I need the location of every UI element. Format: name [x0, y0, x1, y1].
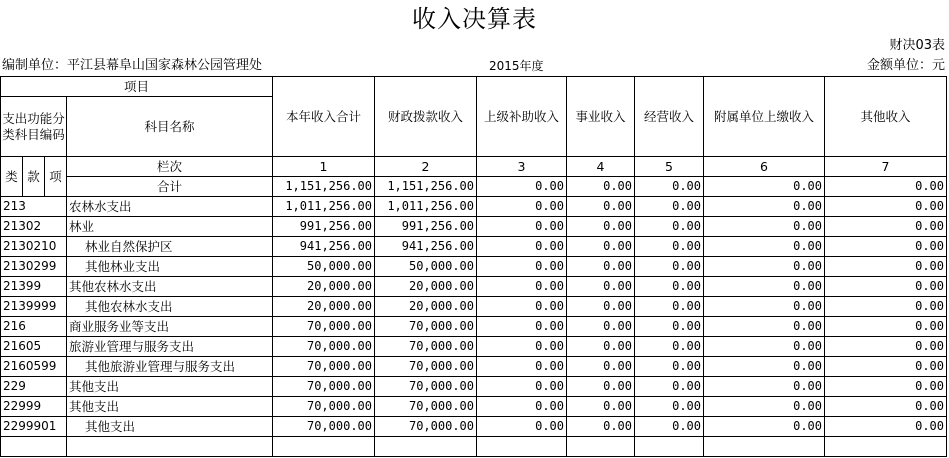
header-lei: 类 — [1, 157, 23, 197]
table-row — [1, 197, 947, 217]
subject-name: 商业服务业等支出 — [67, 317, 273, 337]
amount-cell: 20,000.00 — [273, 297, 375, 317]
amount-cell: 0.00 — [825, 317, 947, 337]
amount-cell: 0.00 — [825, 257, 947, 277]
amount-cell: 0.00 — [635, 377, 704, 397]
amount-cell: 0.00 — [477, 197, 567, 217]
column-no-4: 4 — [567, 157, 635, 177]
empty-cell — [375, 437, 477, 457]
amount-cell: 0.00 — [704, 397, 825, 417]
form-number: 财决03表 — [889, 38, 945, 53]
amount-cell: 0.00 — [635, 237, 704, 257]
organization-label: 编制单位：平江县幕阜山国家森林公园管理处 — [2, 58, 263, 73]
total-value: 0.00 — [477, 177, 567, 197]
subject-name: 其他农林水支出 — [67, 297, 273, 317]
subject-code: 22999 — [1, 397, 67, 417]
amount-cell: 0.00 — [477, 237, 567, 257]
amount-cell: 0.00 — [635, 217, 704, 237]
amount-cell: 941,256.00 — [273, 237, 375, 257]
amount-cell: 0.00 — [704, 197, 825, 217]
amount-cell: 0.00 — [477, 317, 567, 337]
amount-cell: 70,000.00 — [273, 357, 375, 377]
header-col-5: 经营收入 — [635, 77, 704, 157]
table-row — [1, 417, 947, 437]
table-row — [1, 297, 947, 317]
amount-cell: 0.00 — [477, 417, 567, 437]
amount-cell: 991,256.00 — [375, 217, 477, 237]
amount-cell: 0.00 — [567, 337, 635, 357]
header-col-6: 附属单位上缴收入 — [704, 77, 825, 157]
header-col-1: 本年收入合计 — [273, 77, 375, 157]
amount-cell: 0.00 — [477, 357, 567, 377]
amount-cell: 0.00 — [567, 377, 635, 397]
header-row-1 — [1, 77, 947, 97]
amount-cell: 0.00 — [704, 217, 825, 237]
page-title: 收入决算表 — [412, 5, 537, 33]
empty-cell — [273, 437, 375, 457]
subject-name: 其他农林水支出 — [67, 277, 273, 297]
amount-cell: 0.00 — [477, 277, 567, 297]
amount-cell: 0.00 — [477, 297, 567, 317]
amount-cell: 0.00 — [825, 417, 947, 437]
amount-cell: 0.00 — [704, 317, 825, 337]
total-value: 1,151,256.00 — [273, 177, 375, 197]
column-no-7: 7 — [825, 157, 947, 177]
amount-cell: 50,000.00 — [273, 257, 375, 277]
subject-code: 2299901 — [1, 417, 67, 437]
amount-cell: 0.00 — [704, 357, 825, 377]
amount-cell: 0.00 — [477, 397, 567, 417]
amount-cell: 0.00 — [825, 217, 947, 237]
amount-cell: 50,000.00 — [375, 257, 477, 277]
table-row — [1, 257, 947, 277]
subject-code: 21302 — [1, 217, 67, 237]
subject-code: 21399 — [1, 277, 67, 297]
subject-name: 其他支出 — [67, 377, 273, 397]
amount-cell: 70,000.00 — [375, 337, 477, 357]
amount-cell: 0.00 — [635, 397, 704, 417]
empty-cell — [1, 437, 67, 457]
empty-cell — [67, 437, 273, 457]
amount-cell: 0.00 — [477, 257, 567, 277]
total-value: 0.00 — [567, 177, 635, 197]
subject-code: 2130299 — [1, 257, 67, 277]
amount-cell: 0.00 — [704, 297, 825, 317]
empty-row — [1, 437, 947, 457]
amount-cell: 0.00 — [704, 377, 825, 397]
column-no-1: 1 — [273, 157, 375, 177]
table-row — [1, 237, 947, 257]
column-no-6: 6 — [704, 157, 825, 177]
subject-name: 其他支出 — [67, 417, 273, 437]
empty-cell — [635, 437, 704, 457]
amount-cell: 0.00 — [567, 237, 635, 257]
column-no-5: 5 — [635, 157, 704, 177]
amount-cell: 0.00 — [567, 317, 635, 337]
amount-cell: 70,000.00 — [273, 317, 375, 337]
table-row — [1, 277, 947, 297]
subject-name: 林业 — [67, 217, 273, 237]
empty-cell — [704, 437, 825, 457]
amount-cell: 0.00 — [825, 397, 947, 417]
amount-cell: 0.00 — [567, 197, 635, 217]
subject-name: 旅游业管理与服务支出 — [67, 337, 273, 357]
header-code-group: 支出功能分类科目编码 — [1, 97, 67, 157]
amount-cell: 1,011,256.00 — [273, 197, 375, 217]
total-label: 合计 — [67, 177, 273, 197]
empty-cell — [825, 437, 947, 457]
amount-cell: 0.00 — [567, 297, 635, 317]
header-subject-name: 科目名称 — [67, 97, 273, 157]
amount-cell: 20,000.00 — [375, 277, 477, 297]
header-col-2: 财政拨款收入 — [375, 77, 477, 157]
table-row — [1, 217, 947, 237]
amount-cell: 70,000.00 — [375, 357, 477, 377]
total-row — [1, 177, 947, 197]
amount-cell: 0.00 — [567, 217, 635, 237]
header-col-4: 事业收入 — [567, 77, 635, 157]
amount-cell: 0.00 — [635, 257, 704, 277]
amount-cell: 70,000.00 — [375, 417, 477, 437]
amount-cell: 0.00 — [567, 257, 635, 277]
subject-name: 其他林业支出 — [67, 257, 273, 277]
amount-cell: 70,000.00 — [273, 377, 375, 397]
amount-cell: 0.00 — [635, 297, 704, 317]
total-value: 0.00 — [825, 177, 947, 197]
header-col-7: 其他收入 — [825, 77, 947, 157]
amount-cell: 0.00 — [635, 337, 704, 357]
total-value: 0.00 — [635, 177, 704, 197]
table-row — [1, 317, 947, 337]
amount-cell: 0.00 — [635, 357, 704, 377]
subject-name: 其他旅游业管理与服务支出 — [67, 357, 273, 377]
amount-cell: 0.00 — [825, 377, 947, 397]
fiscal-year: 2015年度 — [489, 59, 544, 73]
amount-cell: 0.00 — [704, 237, 825, 257]
amount-cell: 0.00 — [704, 277, 825, 297]
total-value: 0.00 — [704, 177, 825, 197]
subject-name: 林业自然保护区 — [67, 237, 273, 257]
amount-cell: 0.00 — [704, 337, 825, 357]
amount-cell: 0.00 — [704, 257, 825, 277]
subject-name: 农林水支出 — [67, 197, 273, 217]
amount-cell: 20,000.00 — [273, 277, 375, 297]
amount-cell: 0.00 — [635, 317, 704, 337]
amount-cell: 70,000.00 — [273, 337, 375, 357]
total-value: 1,151,256.00 — [375, 177, 477, 197]
amount-cell: 20,000.00 — [375, 297, 477, 317]
amount-cell: 0.00 — [477, 377, 567, 397]
header-xiangmu: 项目 — [1, 77, 273, 97]
amount-cell: 0.00 — [825, 197, 947, 217]
amount-cell: 0.00 — [567, 357, 635, 377]
subject-code: 2139999 — [1, 297, 67, 317]
amount-cell: 1,011,256.00 — [375, 197, 477, 217]
amount-cell: 0.00 — [825, 297, 947, 317]
amount-cell: 0.00 — [825, 277, 947, 297]
amount-cell: 0.00 — [477, 217, 567, 237]
header-lanci: 栏次 — [67, 157, 273, 177]
table-body — [1, 77, 947, 457]
amount-cell: 70,000.00 — [375, 317, 477, 337]
amount-cell: 0.00 — [635, 277, 704, 297]
subject-code: 213 — [1, 197, 67, 217]
amount-cell: 0.00 — [825, 357, 947, 377]
subject-code: 229 — [1, 377, 67, 397]
amount-cell: 0.00 — [635, 417, 704, 437]
amount-cell: 0.00 — [567, 417, 635, 437]
income-table — [0, 76, 947, 457]
table-row — [1, 377, 947, 397]
table-row — [1, 397, 947, 417]
table-row — [1, 337, 947, 357]
amount-cell: 0.00 — [477, 337, 567, 357]
empty-cell — [567, 437, 635, 457]
subject-code: 2160599 — [1, 357, 67, 377]
header-col-3: 上级补助收入 — [477, 77, 567, 157]
subject-code: 21605 — [1, 337, 67, 357]
subject-code: 216 — [1, 317, 67, 337]
amount-cell: 941,256.00 — [375, 237, 477, 257]
table-row — [1, 357, 947, 377]
amount-cell: 0.00 — [567, 277, 635, 297]
amount-cell: 0.00 — [567, 397, 635, 417]
currency-unit: 金额单位：元 — [866, 58, 945, 73]
header-xiang: 项 — [45, 157, 67, 197]
subject-code: 2130210 — [1, 237, 67, 257]
amount-cell: 70,000.00 — [273, 397, 375, 417]
empty-cell — [477, 437, 567, 457]
subject-name: 其他支出 — [67, 397, 273, 417]
amount-cell: 0.00 — [635, 197, 704, 217]
amount-cell: 70,000.00 — [375, 377, 477, 397]
amount-cell: 70,000.00 — [273, 417, 375, 437]
amount-cell: 70,000.00 — [375, 397, 477, 417]
header-lanci-row — [1, 157, 947, 177]
header-kuan: 款 — [23, 157, 45, 197]
amount-cell: 0.00 — [704, 417, 825, 437]
amount-cell: 0.00 — [825, 237, 947, 257]
amount-cell: 0.00 — [825, 337, 947, 357]
column-no-3: 3 — [477, 157, 567, 177]
column-no-2: 2 — [375, 157, 477, 177]
amount-cell: 991,256.00 — [273, 217, 375, 237]
